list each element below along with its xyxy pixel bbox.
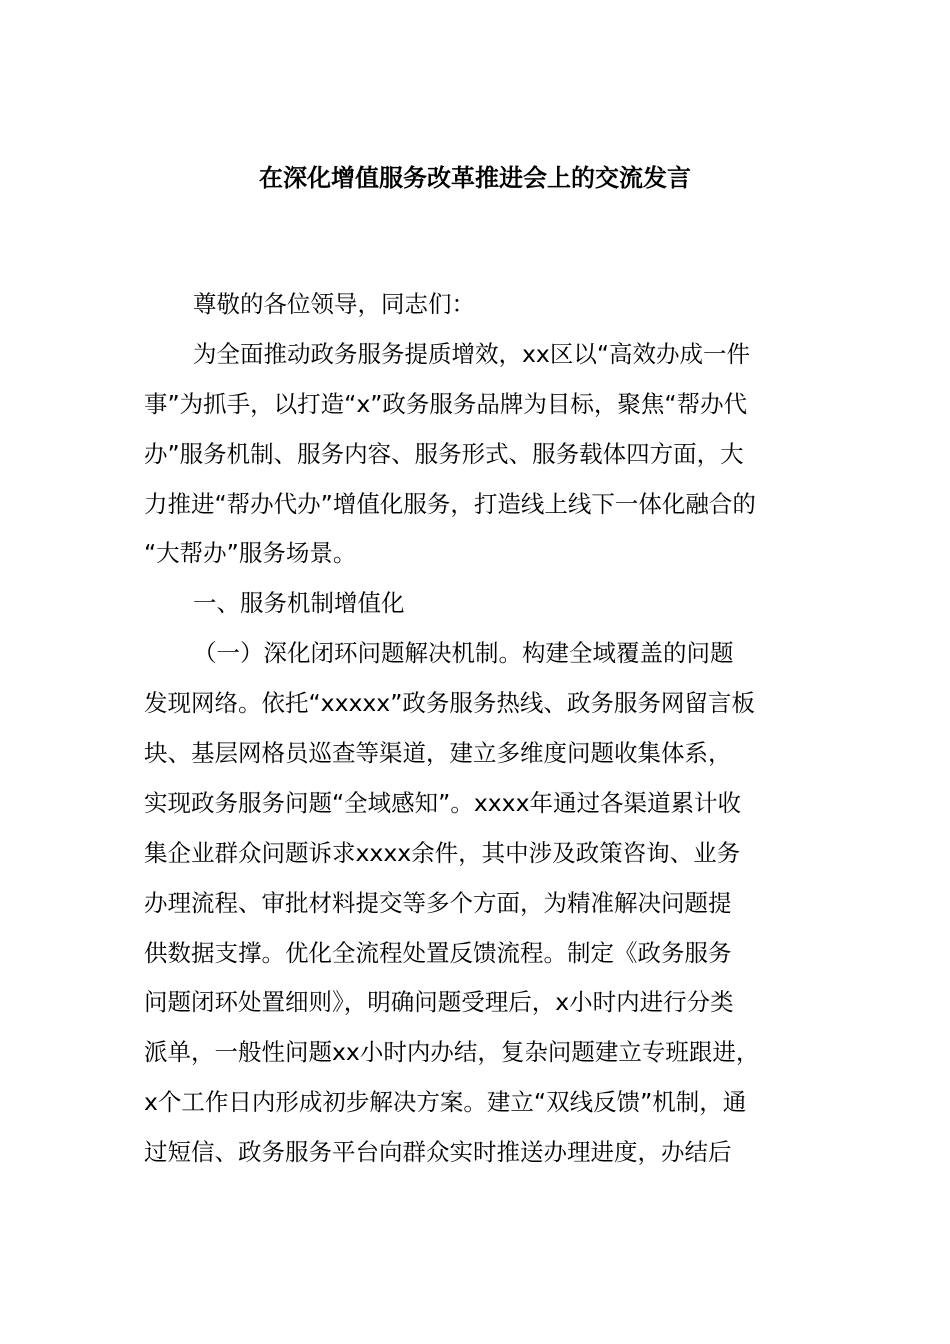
paragraph-line: 实现政务服务问题“全域感知”。xxxx年通过各渠道累计收	[144, 788, 741, 817]
salutation: 尊敬的各位领导，同志们：	[193, 290, 475, 318]
paragraph-line: 事”为抓手，以打造“x”政务服务品牌为目标，聚焦“帮办代	[144, 389, 748, 418]
document-title: 在深化增值服务改革推进会上的交流发言	[259, 164, 691, 192]
paragraph-line: x个工作日内形成初步解决方案。建立“双线反馈”机制，通	[144, 1088, 747, 1117]
paragraph-line: 集企业群众问题诉求xxxx余件，其中涉及政策咨询、业务	[144, 838, 741, 867]
paragraph-line: 办”服务机制、服务内容、服务形式、服务载体四方面，大	[144, 439, 744, 468]
paragraph-line: 供数据支撑。优化全流程处置反馈流程。制定《政务服务	[144, 938, 732, 967]
section-heading: 一、服务机制增值化	[193, 589, 405, 618]
paragraph-line: （一）深化闭环问题解决机制。构建全域覆盖的问题	[193, 639, 734, 668]
paragraph-line: 发现网络。依托“xxxxx”政务服务热线、政务服务网留言板	[144, 689, 755, 718]
paragraph-line: 过短信、政务服务平台向群众实时推送办理进度，办结后	[144, 1138, 732, 1167]
paragraph-line: 力推进“帮办代办”增值化服务，打造线上线下一体化融合的	[144, 489, 756, 518]
document-body	[144, 280, 824, 1178]
paragraph-line: 问题闭环处置细则》，明确问题受理后，x小时内进行分类	[144, 988, 734, 1017]
paragraph-line: “大帮办”服务场景。	[144, 539, 357, 568]
paragraph-line: 为全面推动政务服务提质增效，xx区以“高效办成一件	[193, 339, 750, 368]
paragraph-line: 派单，一般性问题xx小时内办结，复杂问题建立专班跟进，	[144, 1038, 760, 1067]
paragraph-line: 办理流程、审批材料提交等多个方面，为精准解决问题提	[144, 888, 732, 917]
paragraph-line: 块、基层网格员巡查等渠道，建立多维度问题收集体系，	[144, 739, 732, 768]
